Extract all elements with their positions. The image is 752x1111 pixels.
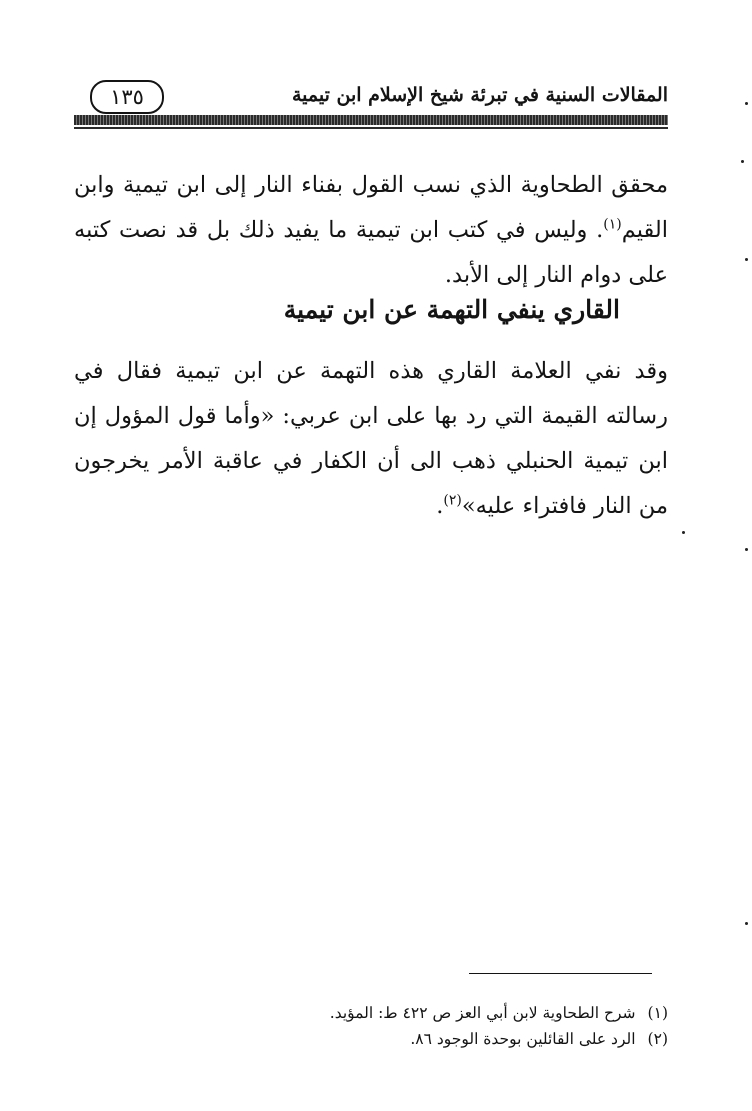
scan-speck	[741, 160, 744, 163]
section-heading: القاري ينفي التهمة عن ابن تيمية	[283, 295, 620, 324]
footnote-marker: (٢)	[647, 1030, 668, 1048]
footnote-marker: (١)	[647, 1004, 668, 1022]
footnote-item	[74, 1026, 668, 1052]
scan-speck	[745, 258, 748, 261]
footnote-separator	[469, 973, 652, 974]
footnote-ref-1: (١)	[603, 216, 622, 233]
header-rule	[74, 115, 668, 125]
paragraph-2-end: .	[436, 493, 444, 519]
footnote-ref-2: (٢)	[443, 492, 462, 509]
paragraph-1	[74, 163, 668, 298]
header-title: المقالات السنية في تبرئة شيخ الإسلام ابن تيمية	[291, 84, 668, 106]
footnote-text: شرح الطحاوية لابن أبي العز ص ٤٢٢ ط: المؤيد.	[329, 1004, 636, 1022]
page-number: ١٣٥	[90, 80, 164, 114]
footnote-text: الرد على القائلين بوحدة الوجود ٨٦.	[410, 1030, 636, 1048]
paragraph-1-text: محقق الطحاوية الذي نسب القول بفناء النار إلى ابن تيمية وابن القيم	[74, 172, 668, 243]
footnote-item	[74, 1000, 668, 1026]
scan-speck	[682, 531, 685, 534]
paragraph-2-text: وقد نفي العلامة القاري هذه التهمة عن ابن تيمية فقال في رسالته القيمة التي رد بها على ابن عربي: «وأما قول المؤول إن ابن تيمية الحنبلي ذهب الى أن الكفار في عاقبة الأمر يخرجون من النار فافتراء عليه»	[74, 358, 668, 519]
paragraph-2	[74, 349, 668, 529]
header-rule-thin	[74, 127, 668, 129]
scan-speck	[745, 922, 748, 925]
footnotes	[74, 1000, 668, 1052]
scan-speck	[745, 102, 748, 105]
paragraph-1-text-2: . وليس في كتب ابن تيمية ما يفيد ذلك بل قد نصت كتبه على دوام النار إلى الأبد.	[74, 217, 668, 288]
scan-speck	[745, 548, 748, 551]
running-header	[74, 76, 668, 116]
